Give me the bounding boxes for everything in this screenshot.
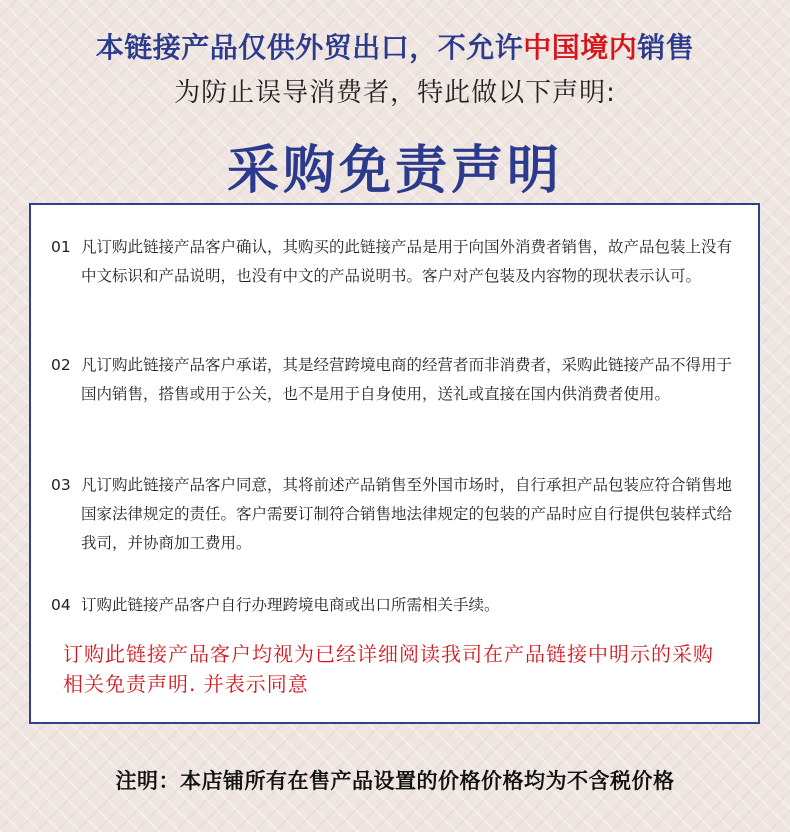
clause-number: 03 (51, 476, 71, 494)
clause-01 (51, 233, 741, 291)
page-title: 采购免责声明 (226, 141, 563, 201)
headline-declaration-intro: 为防止误导消费者，特此做以下声明: (174, 78, 616, 108)
clause-number: 01 (51, 238, 71, 256)
clause-text: 凡订购此链接产品客户同意，其将前述产品销售至外国市场时，自行承担产品包装应符合销售地国家法律规定的责任。客户需要订制符合销售地法律规定的包装的产品时应自行提供包装样式给我司，并协商加工费用。 (81, 476, 733, 552)
clause-text: 凡订购此链接产品客户确认，其购买的此链接产品是用于向国外消费者销售，故产品包装上没有中文标识和产品说明，也没有中文的产品说明书。客户对产包装及内容物的现状表示认可。 (81, 238, 733, 285)
disclaimer-panel (29, 203, 760, 724)
headline-export-only (0, 26, 790, 66)
clause-number: 02 (51, 356, 71, 374)
headline-part2: 销售 (637, 31, 695, 64)
clause-text: 凡订购此链接产品客户承诺，其是经营跨境电商的经营者而非消费者，采购此链接产品不得用于国内销售，搭售或用于公关，也不是用于自身使用，送礼或直接在国内供消费者使用。 (81, 356, 733, 403)
agreement-notice: 订购此链接产品客户均视为已经详细阅读我司在产品链接中明示的采购相关免责声明. 并表示同意 (63, 642, 714, 696)
clause-number: 04 (51, 596, 71, 614)
headline-highlight: 中国境内 (523, 31, 638, 64)
headline-part1: 本链接产品仅供外贸出口，不允许 (95, 31, 524, 64)
clause-02 (51, 351, 741, 409)
clause-text: 订购此链接产品客户自行办理跨境电商或出口所需相关手续。 (81, 596, 500, 614)
clause-03 (51, 471, 741, 558)
clause-04 (51, 591, 741, 620)
tax-note-footer: 注明：本店铺所有在售产品设置的价格价格均为不含税价格 (115, 769, 675, 793)
